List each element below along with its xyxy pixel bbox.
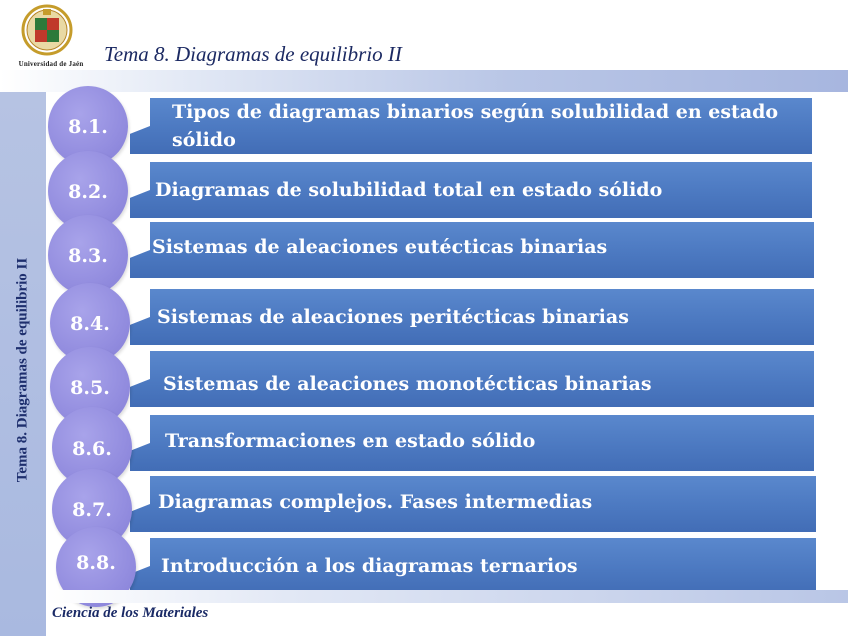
topic-number: 8.4. xyxy=(70,313,110,335)
topic-title-line: sólido xyxy=(172,129,236,151)
topic-title xyxy=(155,176,662,204)
topic-number: 8.5. xyxy=(70,377,110,399)
topic-title xyxy=(172,98,778,154)
topic-title-line: Diagramas de solubilidad total en estado sólido xyxy=(155,179,663,201)
topic-title-line: Sistemas de aleaciones eutécticas binarias xyxy=(152,236,608,258)
side-vertical-title: Tema 8. Diagramas de equilibrio II xyxy=(14,257,31,483)
topic-title xyxy=(157,303,629,331)
university-logo xyxy=(4,3,90,69)
topic-title xyxy=(163,370,652,398)
topic-number: 8.6. xyxy=(72,438,112,460)
topic-title xyxy=(152,233,607,261)
topic-title xyxy=(165,427,535,455)
university-caption: Universidad de Jaén xyxy=(18,60,84,68)
footer-course: Ciencia de los Materiales xyxy=(52,605,209,621)
topic-number: 8.2. xyxy=(68,181,108,203)
topic-title-line: Sistemas de aleaciones monotécticas binarias xyxy=(163,373,652,395)
topic-title xyxy=(158,488,592,516)
topic-title-line: Diagramas complejos. Fases intermedias xyxy=(158,491,593,513)
topic-title-line: Introducción a los diagramas ternarios xyxy=(161,555,578,577)
topic-title-line: Tipos de diagramas binarios según solubilidad en estado xyxy=(172,101,779,123)
topic-title xyxy=(161,552,578,580)
footer-band xyxy=(46,590,848,603)
topic-number: 8.3. xyxy=(68,245,108,267)
topic-title-line: Sistemas de aleaciones peritécticas binarias xyxy=(157,306,629,328)
university-seal-icon xyxy=(4,3,90,61)
topic-number: 8.8. xyxy=(76,552,116,574)
topic-number: 8.7. xyxy=(72,499,112,521)
topic-number: 8.1. xyxy=(68,116,108,138)
topic-title-line: Transformaciones en estado sólido xyxy=(165,430,536,452)
page-title: Tema 8. Diagramas de equilibrio II xyxy=(104,42,402,66)
header-band xyxy=(0,70,848,92)
